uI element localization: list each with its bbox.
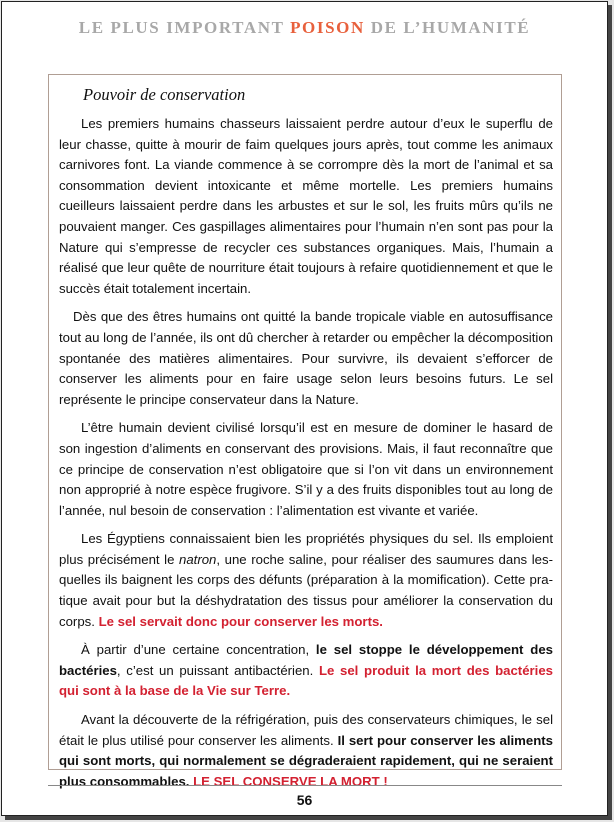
paragraph-4-highlight: Le sel servait donc pour conserver les morts. xyxy=(98,613,383,629)
paragraph-6-bold: Il sert pour conserver les aliments qui sont morts, qui normalement se dégraderaient rapidement, qui ne seraient plus consommables. xyxy=(59,732,553,789)
running-header xyxy=(2,18,607,38)
book-page xyxy=(1,1,608,816)
paragraph-5-text-continued: , c’est un puissant antibactérien. xyxy=(116,662,319,678)
paragraph-5-highlight: Le sel produit la mort des bactéries qui sont à la base de la Vie sur Terre. xyxy=(59,662,553,699)
paragraph-5-bold: le sel stoppe le développement des bactéries xyxy=(59,642,553,678)
paragraph-3: L’être humain devient civilisé lorsqu’il est en mesure de dominer le hasard de son ingestion d’aliments en conservant des provisions. Mais, il faut reconnaître que ce principe de conservation n’est obligatoire que si l’on vit dans un environnement non approprié à notre espèce frugivore. S’il y a des fruits disponibles tout au long de l’année, nul besoin de conservation : l’alimentation est vivante et variée. xyxy=(59,420,553,518)
page-number: 56 xyxy=(296,792,313,808)
paragraph-2: Dès que des êtres humains ont quitté la bande tropicale viable en autosuffisance tout au long de l’année, ils ont dû chercher à retarder ou empêcher la décomposition spontanée des matières alimentaires. Pour survivre, ils devaient s’efforcer de conserver les aliments pour en faire usage selon leurs besoins futurs. Le sel représente le principe conservateur dans la Nature. xyxy=(59,309,553,407)
paragraph-4-italic-term: natron xyxy=(179,551,217,567)
header-title-accent: POISON xyxy=(290,18,365,37)
paragraph-6-text: Avant la découverte de la réfrigération, puis des conservateurs chimiques, le sel était le plus utilisé pour conserver les aliments. xyxy=(59,712,553,748)
content-frame xyxy=(48,74,562,789)
paragraph-5-text: À partir d’une certaine concentration, xyxy=(81,642,316,658)
header-title-end: DE L’HUMANITÉ xyxy=(364,18,531,37)
paragraph-4-text: Les Égyptiens connaissaient bien les propriétés physiques du sel. Ils emploient plus précisément le xyxy=(59,531,553,567)
footer-rule xyxy=(48,785,562,786)
paragraph-6 xyxy=(59,710,553,792)
section-heading: Pouvoir de conservation xyxy=(83,85,246,104)
paragraph-4-text-continued: , une roche saline, pour réaliser des saumures dans lesquelles ils baignent les corps des défunts (préparation à la momification). Cette pratique avait pour but la déshydratation des tissus pour améliorer la conservation du corps. xyxy=(59,551,553,629)
paragraph-1: Les premiers humains chasseurs laissaient perdre autour d’eux le superflu de leur chasse, quitte à mourir de faim quelques jours après, tout comme les animaux carnivores font. La viande commence à se corrompre dès la mort de l’animal et sa consommation devient intoxicante et même mortelle. Les premiers humains cueilleurs laissaient perdre dans les arbustes et sur le sol, les fruits mûrs qu’ils ne pouvaient manger. Ces gaspillages alimentaires pour l’humain n’en sont pas pour la Nature qui s’empresse de recycler ces substances organiques. Mais, l’humain a réalisé que leur quête de nourriture était toujours à refaire quotidiennement et que le succès était totalement incertain. xyxy=(59,116,553,296)
paragraph-6-highlight: LE SEL CONSERVE LA MORT ! xyxy=(193,773,388,789)
paragraph-4 xyxy=(59,529,553,632)
paragraph-5 xyxy=(59,640,553,702)
header-title-start: LE PLUS IMPORTANT xyxy=(78,18,291,37)
